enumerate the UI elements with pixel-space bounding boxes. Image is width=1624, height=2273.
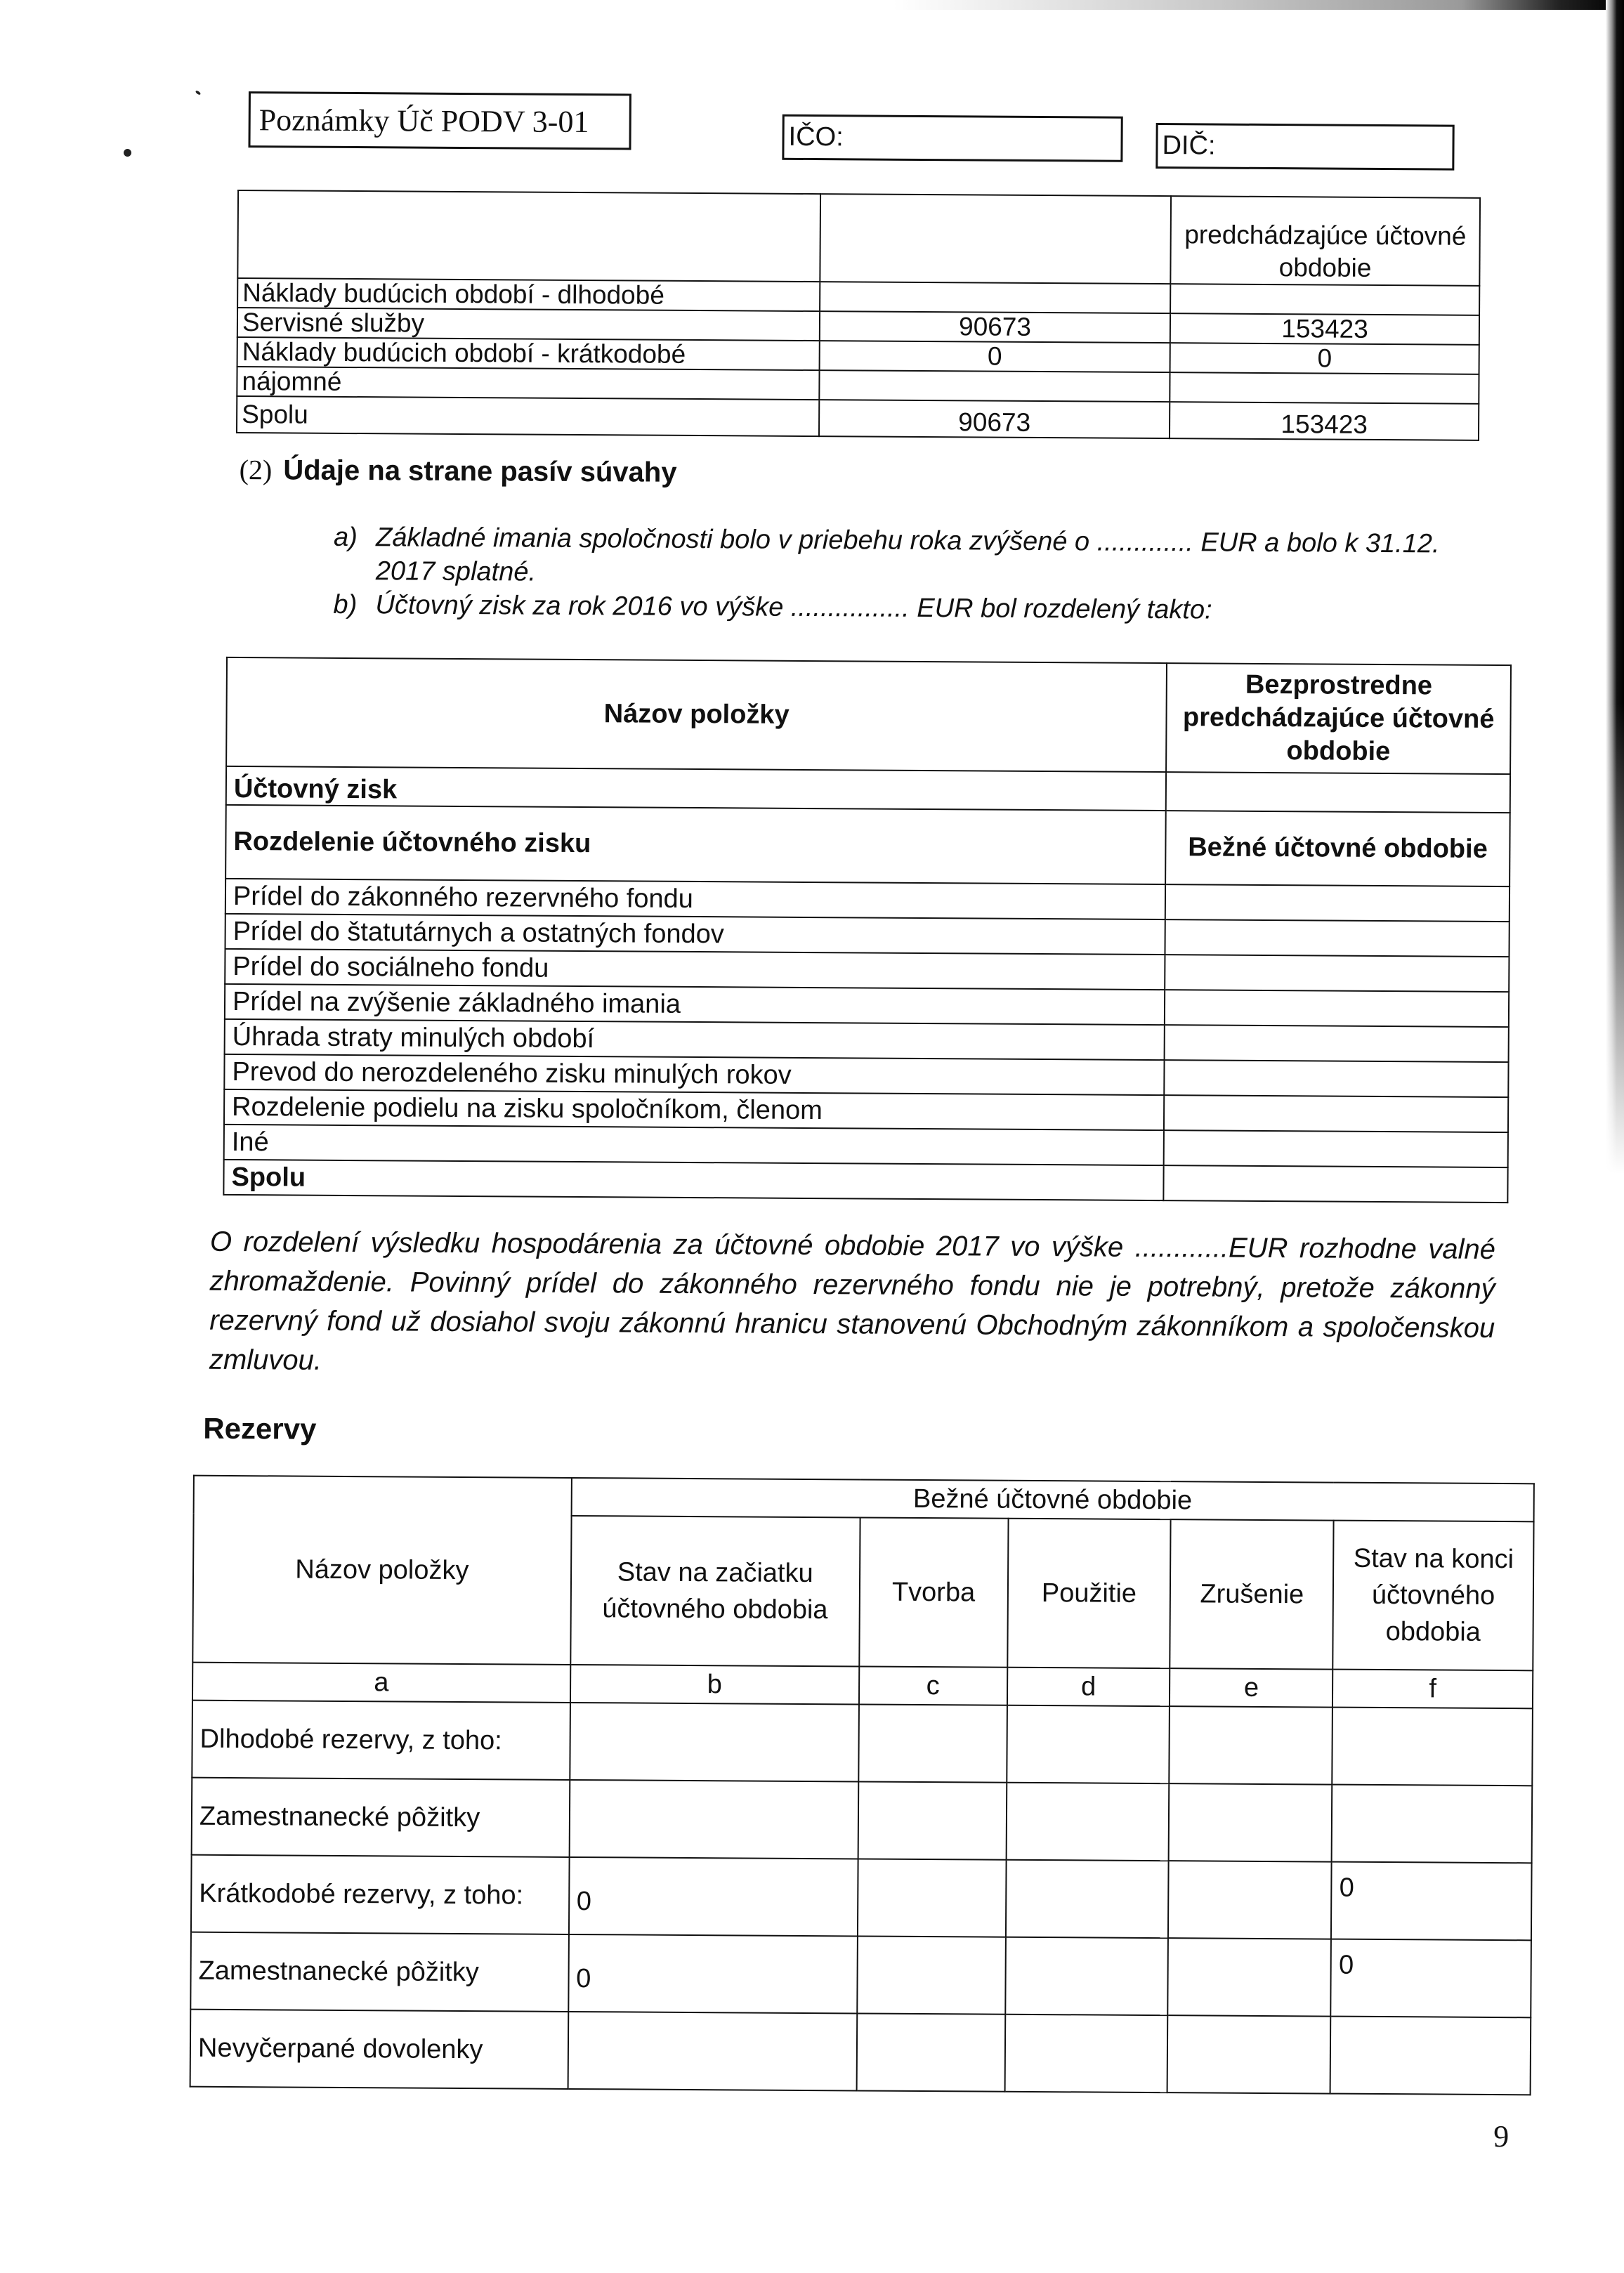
cell-e	[1168, 1861, 1332, 1939]
cell-b: 0	[569, 1857, 858, 1937]
row-label: Prídel do sociálneho fondu	[225, 949, 1165, 990]
row-value	[1165, 990, 1509, 1027]
cell-c	[856, 2013, 1004, 2091]
header-name: Názov položky	[192, 1476, 571, 1665]
reserves-table	[190, 1475, 1535, 2096]
row-value	[1165, 955, 1509, 992]
cell-d	[1006, 1783, 1170, 1861]
cell-f	[1330, 2017, 1531, 2095]
table-total-row	[223, 1160, 1507, 1203]
row-previous: 153423	[1170, 402, 1479, 440]
header-col-creation: Tvorba	[859, 1517, 1008, 1667]
table-row	[191, 1855, 1532, 1941]
cell-c	[857, 1936, 1005, 2014]
row-label: Úhrada straty minulých období	[225, 1019, 1165, 1060]
list-item	[334, 520, 1472, 595]
list-item	[333, 588, 1471, 629]
row-previous	[1170, 284, 1479, 315]
col-letter: d	[1007, 1668, 1170, 1706]
header-current-period: Bežné účtovné obdobie	[1165, 811, 1510, 886]
row-value	[1165, 1060, 1509, 1097]
row-value	[1165, 919, 1510, 957]
header-cell-current	[820, 194, 1171, 284]
table-row	[192, 1778, 1533, 1863]
form-title-box	[248, 91, 631, 150]
row-previous	[1170, 372, 1479, 404]
cell-e	[1168, 1938, 1332, 2016]
header-previous-period: Bezprostredne predchádzajúce účtovné obdobie	[1166, 663, 1511, 774]
profit-row-value	[1166, 772, 1510, 813]
prepaid-expenses-table	[236, 190, 1481, 441]
profit-row-label: Účtovný zisk	[226, 766, 1167, 811]
row-previous: 0	[1170, 343, 1479, 374]
cell-d	[1005, 1860, 1169, 1938]
row-label: Dlhodobé rezervy, z toho:	[192, 1701, 570, 1780]
row-current: 90673	[820, 311, 1171, 343]
row-value	[1165, 1025, 1509, 1062]
row-value	[1165, 884, 1510, 922]
row-label: Krátkodobé rezervy, z toho:	[191, 1855, 569, 1934]
cell-e	[1167, 2015, 1331, 2093]
row-value	[1164, 1130, 1508, 1167]
row-label: Prídel na zvýšenie základného imania	[225, 984, 1165, 1025]
cell-c	[858, 1859, 1006, 1937]
section-title: Údaje na strane pasív súvahy	[283, 454, 677, 488]
cell-e	[1169, 1783, 1332, 1861]
cell-d	[1007, 1705, 1170, 1783]
list-text: Základné imania spoločnosti bolo v priebehu roka zvýšené o ............. EUR a bolo k 31.12. 2017 splatné.	[375, 523, 1440, 587]
row-label: Prídel do štatutárnych a ostatných fondov	[225, 914, 1166, 955]
col-letter: e	[1170, 1668, 1332, 1707]
row-label: Náklady budúcich období - dlhodobé	[237, 278, 820, 311]
col-letter: c	[859, 1666, 1007, 1705]
header-group: Bežné účtovné obdobie	[571, 1478, 1534, 1521]
list-text: Účtovný zisk za rok 2016 vo výške ................ EUR bol rozdelený takto:	[375, 590, 1212, 625]
dic-field	[1155, 123, 1454, 171]
row-label: Servisné služby	[237, 308, 820, 341]
header-cell-previous: predchádzajúce účtovné obdobie	[1171, 196, 1480, 286]
list-marker: a)	[333, 522, 358, 553]
header-col-end: Stav na konci účtovného obdobia	[1333, 1521, 1534, 1671]
cell-d	[1004, 2015, 1168, 2092]
page-number: 9	[1493, 2118, 1510, 2154]
cell-f	[1332, 1785, 1532, 1863]
row-label: Rozdelenie podielu na zisku spoločníkom, členom	[224, 1089, 1165, 1130]
ico-field	[782, 114, 1122, 162]
total-label: Spolu	[223, 1160, 1164, 1200]
row-label: Iné	[224, 1125, 1165, 1165]
col-letter: b	[570, 1665, 859, 1705]
cell-e	[1170, 1706, 1333, 1784]
row-current	[820, 282, 1171, 313]
cell-f: 0	[1331, 1939, 1531, 2018]
cell-f: 0	[1331, 1862, 1531, 1941]
row-label: Spolu	[237, 396, 819, 436]
table-row	[190, 1932, 1531, 2018]
reserves-title: Rezervy	[203, 1411, 317, 1446]
row-label: Zamestnanecké pôžitky	[192, 1778, 570, 1857]
section-heading	[240, 453, 677, 489]
profit-distribution-table	[223, 657, 1512, 1203]
ico-label: IČO:	[788, 122, 844, 152]
row-current	[819, 370, 1170, 402]
table-header-row	[226, 657, 1511, 774]
total-value	[1164, 1165, 1508, 1203]
cell-b: 0	[568, 1934, 858, 2014]
col-letter: a	[192, 1663, 570, 1703]
col-letter: f	[1332, 1670, 1533, 1709]
header-col-usage: Použitie	[1007, 1519, 1171, 1668]
table-header-row	[237, 190, 1480, 286]
header-name: Názov položky	[226, 657, 1167, 772]
row-previous: 153423	[1170, 313, 1479, 345]
table-row	[192, 1701, 1533, 1786]
row-label: Náklady budúcich období - krátkodobé	[237, 337, 820, 370]
header-col-cancel: Zrušenie	[1170, 1519, 1334, 1669]
cell-c	[858, 1781, 1006, 1859]
list-marker: b)	[333, 589, 358, 620]
result-distribution-paragraph: O rozdelení výsledku hospodárenia za účtovné obdobie 2017 vo výške ............EUR rozhodne valné zhromaždenie. Povinný prídel do zákonného rezervného fondu nie je potrebný, pretože zákonný rezervný fond už dosiahol svoju zákonnú hranicu stanovenú Obchodným zákonníkom a spoločenskou zmluvou.	[209, 1226, 1496, 1376]
cell-b	[570, 1703, 859, 1782]
cell-b	[568, 2012, 857, 2091]
distribution-label: Rozdelenie účtovného zisku	[225, 805, 1166, 884]
row-label: Zamestnanecké pôžitky	[190, 1932, 568, 2012]
header-col-start: Stav na začiatku účtovného obdobia	[570, 1516, 860, 1667]
cell-c	[858, 1704, 1007, 1782]
table-header-row	[194, 1476, 1534, 1522]
form-title: Poznámky Úč PODV 3-01	[258, 102, 589, 139]
cell-d	[1005, 1937, 1169, 2015]
section-number: (2)	[239, 454, 273, 486]
row-current: 90673	[819, 400, 1170, 438]
cell-f	[1332, 1708, 1533, 1786]
table-row	[190, 2010, 1531, 2095]
cell-b	[569, 1780, 858, 1859]
section-items	[333, 520, 1472, 629]
row-current: 0	[819, 341, 1170, 372]
header-cell-label	[237, 190, 820, 282]
table-subheader-row	[225, 805, 1510, 886]
dic-label: DIČ:	[1162, 131, 1216, 161]
row-value	[1164, 1095, 1508, 1132]
row-label: Prídel do zákonného rezervného fondu	[225, 879, 1166, 919]
row-label: Prevod do nerozdeleného zisku minulých rokov	[224, 1054, 1165, 1095]
row-label: nájomné	[237, 367, 819, 400]
row-label: Nevyčerpané dovolenky	[190, 2010, 568, 2089]
table-total-row	[237, 396, 1479, 440]
